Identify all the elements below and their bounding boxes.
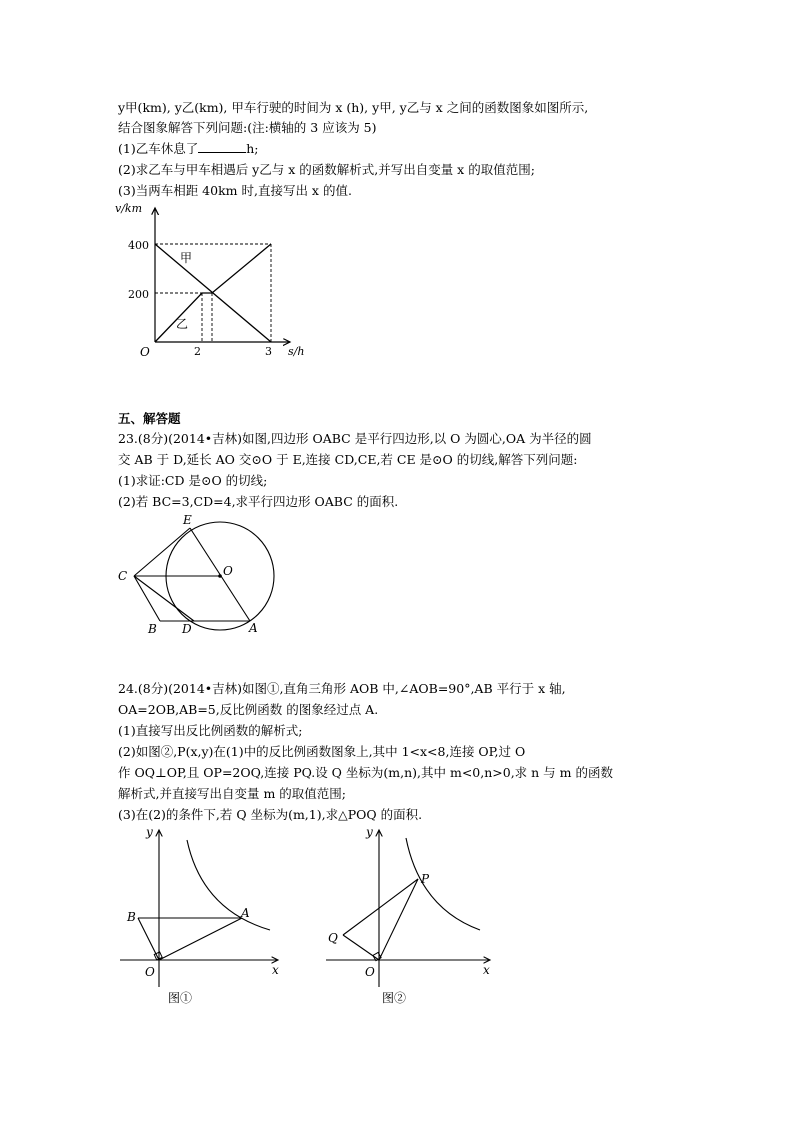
q23-part1: (1)求证:CD 是⊙O 的切线; <box>118 473 268 488</box>
fig1-point-a: A <box>241 906 250 920</box>
x-tick-2: 2 <box>194 345 201 358</box>
point-c-label: C <box>118 569 128 583</box>
q22-intro-line1: y甲(km), y乙(km), 甲车行驶的时间为 x (h), y甲, y乙与 x 之间的函数图象如图所示, <box>118 100 589 115</box>
y-tick-400: 400 <box>128 239 149 252</box>
q24-figure-1 <box>112 822 287 1012</box>
x-axis-label: s/h <box>288 345 305 358</box>
fig2-hyperbola <box>406 838 480 930</box>
fig2-point-p: P <box>421 872 430 886</box>
q22-part1 <box>118 140 258 158</box>
q24-line1: 24.(8分)(2014•吉林)如图①,直角三角形 AOB 中,∠AOB=90°,AB 平行于 x 轴, <box>118 681 566 696</box>
q24-part2-line3: 解析式,并直接写出自变量 m 的取值范围; <box>118 786 346 801</box>
fig1-origin-label: O <box>145 965 155 979</box>
fig2-origin-label: O <box>365 965 375 979</box>
q22-part3: (3)当两车相距 40km 时,直接写出 x 的值. <box>118 183 352 198</box>
label-yi: 乙 <box>176 317 189 331</box>
answer-blank <box>198 140 246 153</box>
fig2-caption: 图② <box>382 991 407 1005</box>
x-tick-3: 3 <box>265 345 272 358</box>
q22-intro-line2: 结合图象解答下列问题:(注:横轴的 3 应该为 5) <box>118 120 377 135</box>
q23-line2: 交 AB 于 D,延长 AO 交⊙O 于 E,连接 CD,CE,若 CE 是⊙O 的切线,解答下列问题: <box>118 452 578 467</box>
point-o-label: O <box>223 564 233 578</box>
point-e-label: E <box>183 513 192 527</box>
q22-part2: (2)求乙车与甲车相遇后 y乙与 x 的函数解析式,并写出自变量 x 的取值范围; <box>118 162 535 177</box>
fig2-x-label: x <box>483 963 490 977</box>
q24-part3: (3)在(2)的条件下,若 Q 坐标为(m,1),求△POQ 的面积. <box>118 807 423 822</box>
fig2-point-q: Q <box>328 931 338 945</box>
q23-line1: 23.(8分)(2014•吉林)如图,四边形 OABC 是平行四边形,以 O 为圆心,OA 为半径的圆 <box>118 431 592 446</box>
origin-label: O <box>140 345 150 359</box>
q24-figure-2 <box>318 822 498 1012</box>
label-jia: 甲 <box>180 251 193 265</box>
q24-part2-line2: 作 OQ⊥OP,且 OP=2OQ,连接 PQ.设 Q 坐标为(m,n),其中 m<0,n>0,求 n 与 m 的函数 <box>118 765 613 780</box>
point-a-label: A <box>249 621 258 635</box>
q22-part1-text: (1)乙车休息了 <box>118 141 199 156</box>
point-d-label: D <box>182 622 192 636</box>
fig1-caption: 图① <box>168 991 193 1005</box>
q24-part2-line1: (2)如图②,P(x,y)在(1)中的反比例函数图象上,其中 1<x<8,连接 OP,过 O <box>118 744 526 759</box>
fig2-y-label: y <box>366 825 373 839</box>
q24-line2: OA=2OB,AB=5,反比例函数 的图象经过点 A. <box>118 702 379 717</box>
q23-part2: (2)若 BC=3,CD=4,求平行四边形 OABC 的面积. <box>118 494 399 509</box>
fig1-y-label: y <box>146 825 153 839</box>
fig1-point-b: B <box>127 910 136 924</box>
point-b-label: B <box>148 622 157 636</box>
fig1-x-label: x <box>272 963 279 977</box>
q22-function-graph <box>112 200 322 360</box>
q22-part1-unit: h; <box>246 141 259 156</box>
y-tick-200: 200 <box>128 288 149 301</box>
q23-circle-figure <box>112 512 292 637</box>
fig1-hyperbola <box>187 840 270 930</box>
q24-part1: (1)直接写出反比例函数的解析式; <box>118 723 303 738</box>
section-title: 五、解答题 <box>118 411 181 426</box>
y-axis-label: v/km <box>115 202 143 215</box>
